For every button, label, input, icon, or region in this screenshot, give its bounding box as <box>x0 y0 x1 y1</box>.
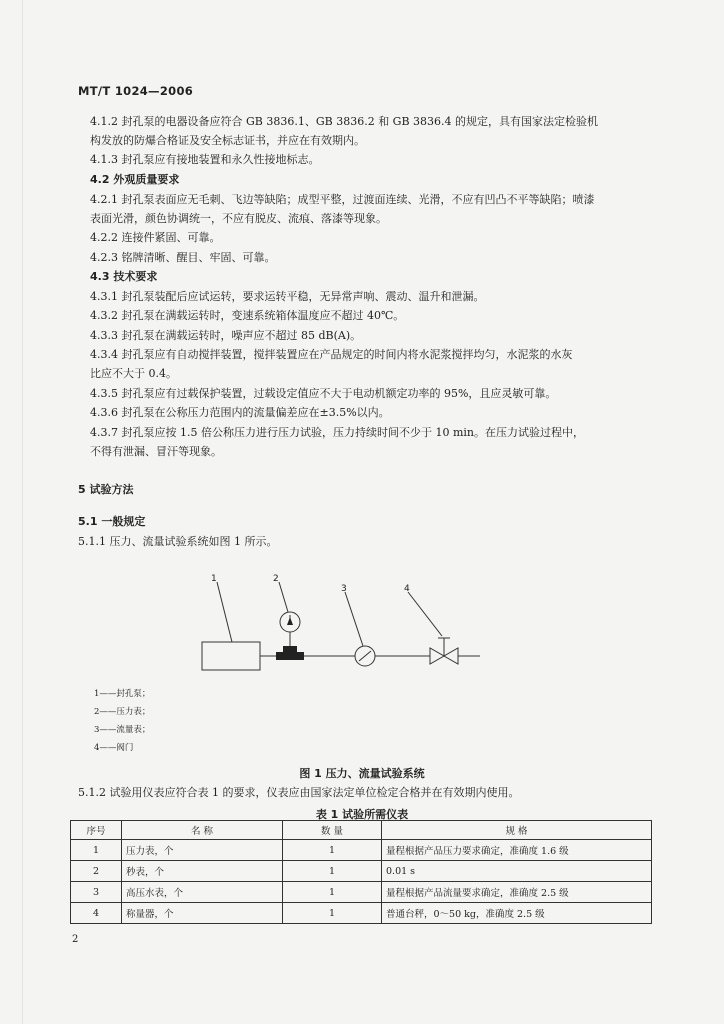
figure-number-1: 1 <box>211 574 217 584</box>
clause-5-1-1: 5.1.1 压力、流量试验系统如图 1 所示。 <box>78 535 278 548</box>
table-cell: 普通台秤，0～50 kg，准确度 2.5 级 <box>382 903 652 924</box>
page-edge <box>22 0 23 1024</box>
pump-symbol <box>202 642 260 670</box>
table-cell: 量程根据产品压力要求确定，准确度 1.6 级 <box>382 840 652 861</box>
table-cell: 4 <box>71 903 122 924</box>
table-cell: 2 <box>71 861 122 882</box>
clause-4-3-5: 4.3.5 封孔泵应有过载保护装置，过载设定值应不大于电动机额定功率的 95%，且应灵敏可靠。 <box>90 387 557 400</box>
clause-4-3-7-cont: 不得有泄漏、冒汗等现象。 <box>90 445 222 458</box>
table-row <box>71 840 652 861</box>
valve-symbol <box>430 648 444 664</box>
clause-4-1-2: 4.1.2 封孔泵的电器设备应符合 GB 3836.1、GB 3836.2 和 GB 3836.4 的规定，具有国家法定检验机 <box>90 115 599 128</box>
header-cell-name: 名 称 <box>122 821 283 840</box>
clause-4-3-7: 4.3.7 封孔泵应按 1.5 倍公称压力进行压力试验，压力持续时间不少于 10 min。在压力试验过程中， <box>90 426 584 439</box>
leader-line-1 <box>217 582 232 642</box>
figure-number-2: 2 <box>273 574 279 584</box>
table-cell: 0.01 s <box>382 861 652 882</box>
table-cell: 1 <box>71 840 122 861</box>
clause-4-2-1-cont: 表面光滑，颜色协调统一，不应有脱皮、流痕、落漆等现象。 <box>90 212 387 225</box>
clause-4-1-2-cont: 构发放的防爆合格证及安全标志证书，并应在有效期内。 <box>90 134 365 147</box>
table-cell: 1 <box>283 882 382 903</box>
legend-item-2: 2——压力表； <box>94 707 151 717</box>
leader-line-4 <box>408 592 442 636</box>
table-cell: 1 <box>283 903 382 924</box>
clause-4-3-4-cont: 比应不大于 0.4。 <box>90 367 177 380</box>
leader-line-3 <box>345 592 363 646</box>
figure-caption: 图 1 压力、流量试验系统 <box>299 767 425 780</box>
clause-4-2-2: 4.2.2 连接件紧固、可靠。 <box>90 231 221 244</box>
instruments-table <box>70 820 652 924</box>
figure-number-3: 3 <box>341 584 347 594</box>
heading-5-1: 5.1 一般规定 <box>78 515 146 528</box>
figure-number-4: 4 <box>404 584 410 594</box>
table-cell: 3 <box>71 882 122 903</box>
legend-item-3: 3——流量表； <box>94 725 151 735</box>
table-row <box>71 882 652 903</box>
leader-line-2 <box>279 582 288 612</box>
table-caption: 表 1 试验所需仪表 <box>315 808 409 821</box>
clause-4-2-1: 4.2.1 封孔泵表面应无毛刺、飞边等缺陷；成型平整，过渡面连续、光滑，不应有凹凸不平等缺陷；喷漆 <box>90 193 595 206</box>
page-number: 2 <box>72 934 79 945</box>
table-cell: 1 <box>283 840 382 861</box>
table-cell: 1 <box>283 861 382 882</box>
clause-5-1-2: 5.1.2 试验用仪表应符合表 1 的要求，仪表应由国家法定单位检定合格并在有效期内使用。 <box>78 786 520 799</box>
clause-4-3-2: 4.3.2 封孔泵在满载运转时，变速系统箱体温度应不超过 40℃。 <box>90 309 405 322</box>
legend-item-4: 4——阀门 <box>94 743 134 753</box>
table-row <box>71 861 652 882</box>
legend-item-1: 1——封孔泵； <box>94 689 151 699</box>
test-system-diagram <box>180 570 520 685</box>
clause-4-1-3: 4.1.3 封孔泵应有接地装置和永久性接地标志。 <box>90 153 320 166</box>
clause-4-3-4: 4.3.4 封孔泵应有自动搅拌装置，搅拌装置应在产品规定的时间内将水泥浆搅拌均匀，水泥浆的水灰 <box>90 348 573 361</box>
table-cell: 称量器，个 <box>122 903 283 924</box>
table-cell: 秒表，个 <box>122 861 283 882</box>
heading-5: 5 试验方法 <box>78 483 134 496</box>
header-cell-no: 序号 <box>71 821 122 840</box>
header-cell-qty: 数 量 <box>283 821 382 840</box>
table-cell: 高压水表，个 <box>122 882 283 903</box>
header-cell-spec: 规 格 <box>382 821 652 840</box>
standard-header: MT/T 1024—2006 <box>78 84 194 98</box>
table-row <box>71 903 652 924</box>
table-header-row <box>71 821 652 840</box>
clause-4-3-6: 4.3.6 封孔泵在公称压力范围内的流量偏差应在±3.5%以内。 <box>90 406 390 419</box>
heading-4-3: 4.3 技术要求 <box>90 270 158 283</box>
gauge-tee-fitting <box>283 646 297 652</box>
clause-4-3-1: 4.3.1 封孔泵装配后应试运转，要求运转平稳，无异常声响、震动、温升和泄漏。 <box>90 290 485 303</box>
table-cell: 量程根据产品流量要求确定，准确度 2.5 级 <box>382 882 652 903</box>
clause-4-2-3: 4.2.3 铭牌清晰、醒目、牢固、可靠。 <box>90 251 276 264</box>
table-cell: 压力表，个 <box>122 840 283 861</box>
heading-4-2: 4.2 外观质量要求 <box>90 173 180 186</box>
clause-4-3-3: 4.3.3 封孔泵在满载运转时，噪声应不超过 85 dB(A)。 <box>90 329 362 342</box>
